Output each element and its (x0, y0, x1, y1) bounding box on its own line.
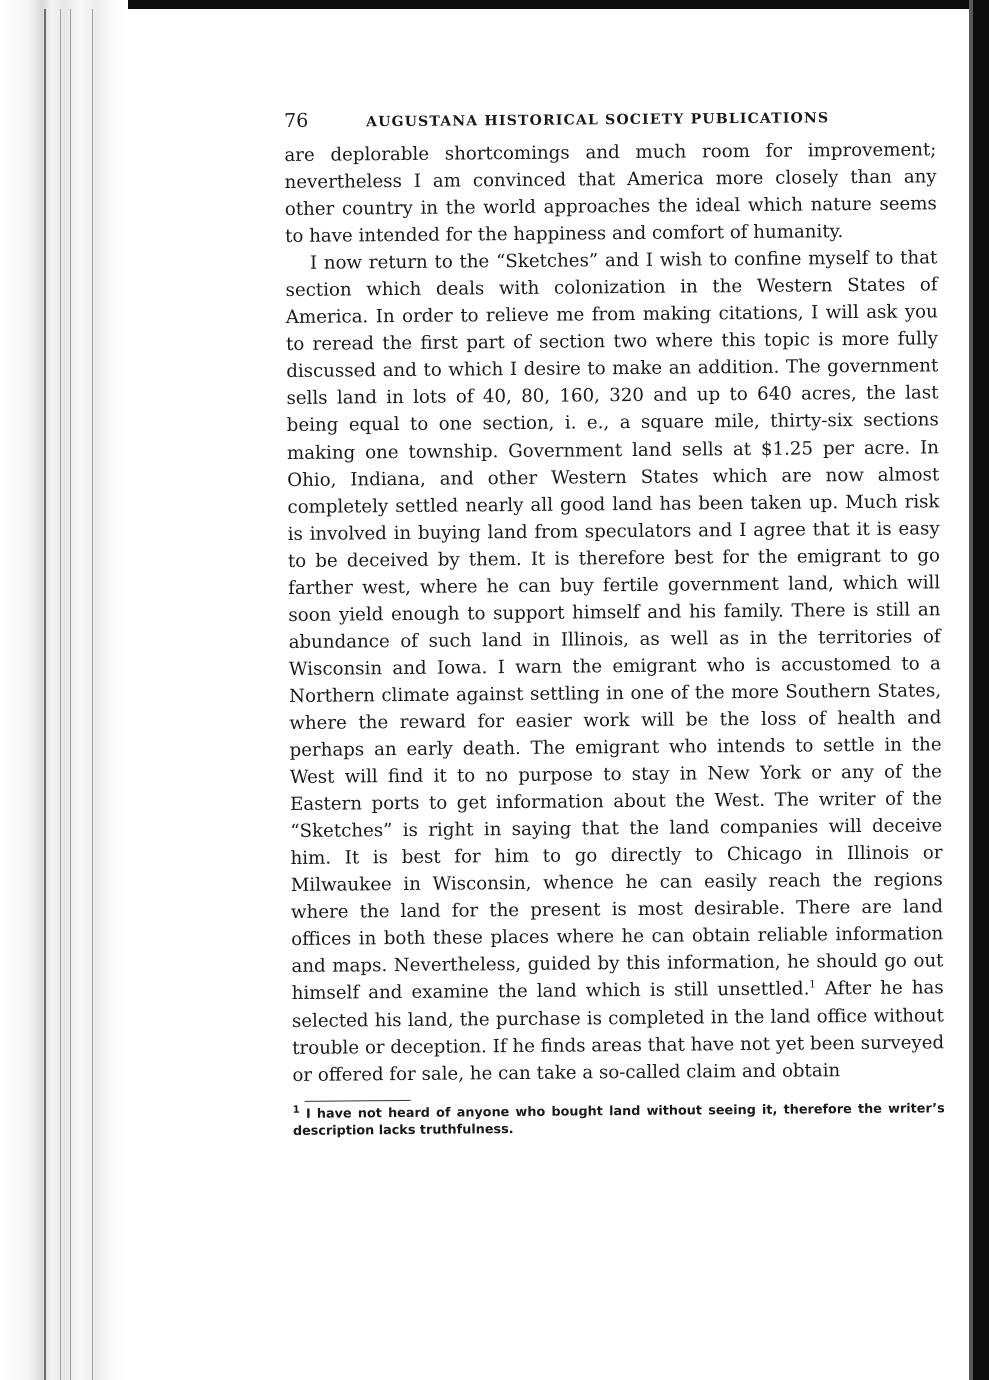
binding-edge-line (92, 9, 93, 1380)
binding-edge-line (44, 9, 46, 1380)
book-binding-shadow (0, 0, 128, 1380)
book-page (284, 104, 946, 1290)
body-text (284, 136, 944, 1088)
binding-edge-line (70, 9, 71, 1380)
scan-top-border (0, 0, 989, 9)
footnote-reference: 1 (809, 979, 816, 991)
scan-right-border (973, 0, 989, 1380)
paragraph-2 (285, 244, 944, 1088)
footnote-text: I have not heard of anyone who bought land without seeing it, therefore the writer’s description lacks truthfulness. (292, 1100, 945, 1139)
running-head-title: AUGUSTANA HISTORICAL SOCIETY PUBLICATIONS (366, 110, 830, 131)
binding-edge-line (60, 9, 61, 1380)
footnote-marker: 1 (292, 1104, 300, 1116)
page-number: 76 (284, 109, 309, 132)
paragraph-1: are deplorable shortcomings and much room for improvement; nevertheless I am convinced that America more closely than any other country in the world approaches the ideal which nature seems to have intended for the happiness and comfort of humanity. (284, 139, 937, 248)
footnote (293, 1100, 945, 1140)
footnote-divider (305, 1100, 411, 1102)
paragraph-2-continuation: After he has selected his land, the purchase is completed in the land office without trouble or deception. If he finds areas that have not yet been surveyed or offered for sale, he can take a so-called claim and obtain (291, 977, 945, 1086)
paragraph-2-text: I now return to the “Sketches” and I wish to confine myself to that section which deals with colonization in the Western States of America. In order to relieve me from making citations, I will ask you to reread the first part of section two where this topic is more fully discussed and to which I desire to make an addition. The government sells land in lots of 40, 80, 160, 320 and up to 640 acres, the last being equal to one section, i. e., a square mile, thirty-six sections making one township. Government land sells at $1.25 per acre. In Ohio, Indiana, and other Western States which are now almost completely settled nearly all good land has been taken up. Much risk is involved in buying land from speculators and I agree that it is easy to be deceived by them. It is therefore best for the emigrant to go farther west, where he can buy fertile government land, which will soon yield enough to support himself and his family. There is still an abundance of such land in Illinois, as well as in the territories of Wisconsin and Iowa. I warn the emigrant who is accustomed to a Northern climate against settling in one of the more Southern States, where the reward for easier work will be the loss of health and perhaps an early death. The emigrant who intends to settle in the West will find it to no purpose to stay in New York or any of the Eastern ports to get information about the West. The writer of the “Sketches” is right in saying that the land companies will deceive him. It is best for him to go directly to Chicago in Illinois or Milwaukee in Wisconsin, whence he can easily reach the regions where the land for the present is most desirable. There are land offices in both these places where he can obtain reliable information and maps. Nevertheless, guided by this information, he should go out himself and examine the land which is still unsettled. (285, 247, 944, 1005)
